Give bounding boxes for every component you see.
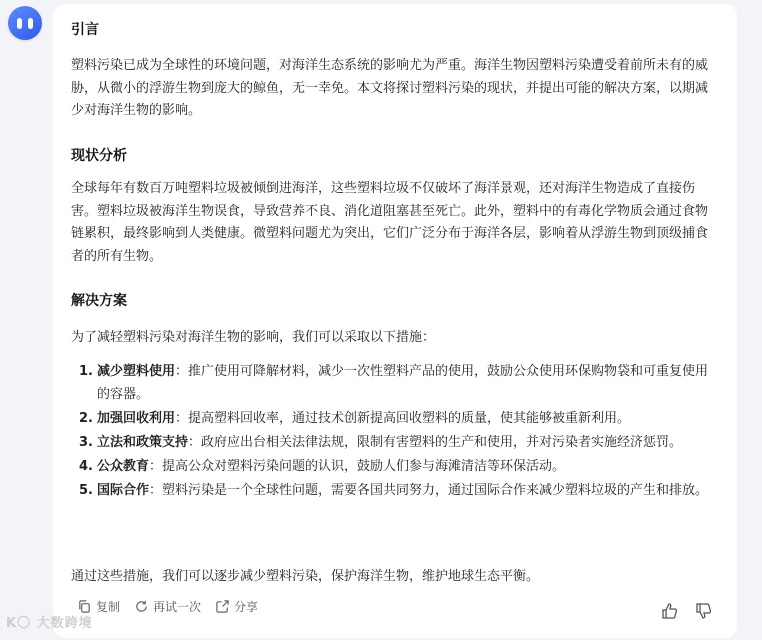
answer-card bbox=[53, 4, 737, 638]
list-number: 5. bbox=[79, 482, 93, 498]
status-paragraph: 全球每年有数百万吨塑料垃圾被倾倒进海洋，这些塑料垃圾不仅破坏了海洋景观，还对海洋生物造成了直接伤害。塑料垃圾被海洋生物误食，导致营养不良、消化道阻塞甚至死亡。此外，塑料中的有毒化学物质会通过食物链累积，最终影响到人类健康。微塑料问题尤为突出，它们广泛分布于海洋各层，影响着从浮游生物到顶级捕食者的所有生物。 bbox=[71, 181, 709, 264]
list-number: 4. bbox=[79, 458, 93, 474]
list-item bbox=[71, 432, 714, 455]
avatar-eye-left bbox=[17, 18, 22, 29]
share-label: 分享 bbox=[234, 600, 259, 614]
solutions-heading: 解决方案 bbox=[71, 293, 127, 309]
conclusion-paragraph: 通过这些措施，我们可以逐步减少塑料污染，保护海洋生物，维护地球生态平衡。 bbox=[71, 569, 540, 584]
list-term: 公众教育 bbox=[97, 458, 150, 474]
list-number: 1. bbox=[79, 364, 93, 379]
share-icon bbox=[215, 599, 230, 614]
list-item bbox=[71, 361, 714, 406]
feedback-bar bbox=[661, 602, 713, 620]
intro-heading: 引言 bbox=[71, 22, 99, 38]
thumbs-down-icon[interactable] bbox=[695, 602, 713, 620]
retry-button[interactable] bbox=[134, 598, 201, 615]
avatar-eye-right bbox=[28, 18, 33, 29]
list-text: ：推广使用可降解材料，减少一次性塑料产品的使用，鼓励公众使用环保购物袋和可重复使用的容器。 bbox=[97, 364, 709, 402]
list-term: 加强回收利用 bbox=[97, 410, 176, 426]
list-number: 3. bbox=[79, 434, 93, 450]
list-term: 国际合作 bbox=[97, 482, 150, 498]
list-text: ：提高塑料回收率，通过技术创新提高回收塑料的质量，使其能够被重新利用。 bbox=[175, 410, 631, 426]
watermark-logo: K〇 大数跨境 bbox=[6, 616, 93, 631]
list-text: ：塑料污染是一个全球性问题，需要各国共同努力，通过国际合作来减少塑料垃圾的产生和排放。 bbox=[149, 482, 709, 498]
action-bar bbox=[77, 598, 272, 615]
retry-label: 再试一次 bbox=[153, 600, 202, 614]
solutions-lead: 为了减轻塑料污染对海洋生物的影响，我们可以采取以下措施： bbox=[71, 330, 436, 345]
list-item bbox=[71, 456, 714, 479]
list-text: ：提高公众对塑料污染问题的认识，鼓励人们参与海滩清洁等环保活动。 bbox=[149, 458, 566, 474]
bot-avatar-icon bbox=[8, 6, 42, 40]
status-heading: 现状分析 bbox=[71, 148, 127, 164]
list-number: 2. bbox=[79, 410, 93, 426]
solutions-list bbox=[71, 361, 714, 504]
retry-icon bbox=[134, 599, 149, 614]
list-item bbox=[71, 480, 714, 503]
copy-label: 复制 bbox=[96, 600, 121, 614]
list-text: ：政府应出台相关法律法规，限制有害塑料的生产和使用，并对污染者实施经济惩罚。 bbox=[188, 434, 683, 450]
intro-paragraph: 塑料污染已成为全球性的环境问题，对海洋生态系统的影响尤为严重。海洋生物因塑料污染遭受着前所未有的威胁，从微小的浮游生物到庞大的鲸鱼，无一幸免。本文将探讨塑料污染的现状，并提出可能的解决方案，以期减少对海洋生物的影响。 bbox=[71, 58, 709, 118]
share-button[interactable] bbox=[215, 598, 258, 615]
list-item bbox=[71, 408, 714, 431]
list-term: 减少塑料使用 bbox=[97, 364, 176, 379]
thumbs-up-icon[interactable] bbox=[661, 602, 679, 620]
list-term: 立法和政策支持 bbox=[97, 434, 189, 450]
